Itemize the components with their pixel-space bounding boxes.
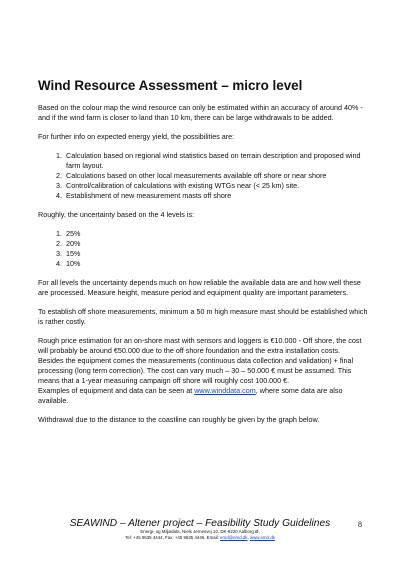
uncertainty-intro: Roughly, the uncertainty based on the 4 levels is: bbox=[38, 210, 195, 219]
list-item: 4. Establishment of new measurement masts off shore bbox=[64, 191, 368, 201]
list-item: 4. 10% bbox=[64, 259, 368, 269]
footer-email-link[interactable]: emd@emd.dk bbox=[220, 535, 248, 540]
list-item: 2. Calculations based on other local measurements available off shore or near shore bbox=[64, 171, 368, 181]
page-footer bbox=[0, 518, 400, 541]
page-number: 8 bbox=[358, 520, 362, 529]
examples-text-end: , where some data are also available. bbox=[38, 386, 343, 405]
list-item: 3. 15% bbox=[64, 249, 368, 259]
footer-web-link[interactable]: www.emd.dk bbox=[249, 535, 275, 540]
withdrawal-paragraph: Withdrawal due to the distance to the coastline can roughly be given by the graph below. bbox=[38, 415, 320, 424]
list-item: 1. Calculation based on regional wind statistics based on terrain description and proposed wind farm layout. bbox=[64, 151, 368, 171]
measurement-cost-paragraph: Besides the equipment comes the measurements (continuous data collection and validation) + final processing (long term correction). The cost can vary much – 30 – 50.000 € must be assumed. This means that a 1-year measuring campaign off shore will roughly cost 100.000 €. bbox=[38, 356, 354, 385]
list-item: 2. 20% bbox=[64, 239, 368, 249]
footer-address: Energi- og Miljødata, Niels Jernesvej 10, DK-9220 Aalborg Ø, bbox=[140, 529, 260, 534]
examples-paragraph bbox=[38, 386, 368, 406]
intro-paragraph: Based on the colour map the wind resource can only be estimated within an accuracy of around 40% - and if the wind farm is closer to land than 10 km, there can be large withdrawals to be added. bbox=[38, 103, 363, 122]
possibilities-list bbox=[38, 151, 368, 201]
examples-text: Examples of equipment and data can be seen at bbox=[38, 386, 195, 395]
footer-contact bbox=[0, 535, 400, 541]
footer-separator: , bbox=[247, 535, 250, 540]
offshore-mast-paragraph: To establish off shore measurements, minimum a 50 m high measure mast should be established which is rather costly. bbox=[38, 307, 368, 326]
uncertainty-paragraph: For all levels the uncertainty depends much on how reliable the available data are and how well these are processed. Measure height, measure period and equipment quality are important parameters. bbox=[38, 278, 361, 297]
uncertainty-list bbox=[38, 229, 368, 269]
page-title: Wind Resource Assessment – micro level bbox=[38, 78, 303, 93]
footer-title: SEAWIND – Altener project – Feasibility Study Guidelines bbox=[69, 518, 331, 529]
list-item: 3. Control/calibration of calculations with existing WTGs near (< 25 km) site. bbox=[64, 181, 368, 191]
list-item: 1. 25% bbox=[64, 229, 368, 239]
price-paragraph: Rough price estimation for an on-shore mast with sensors and loggers is €10.000 - Off shore, the cost will probably be around €50.000 due to the off shore foundation and the extra installation costs. bbox=[38, 336, 362, 355]
possibilities-intro: For further info on expected energy yield, the possibilities are: bbox=[38, 132, 235, 141]
winddata-link[interactable]: www.winddata.com bbox=[194, 386, 256, 395]
footer-phone-fax: Tel: +45 9635 4444, Fax: +45 9635 4446, Email: bbox=[125, 535, 221, 540]
